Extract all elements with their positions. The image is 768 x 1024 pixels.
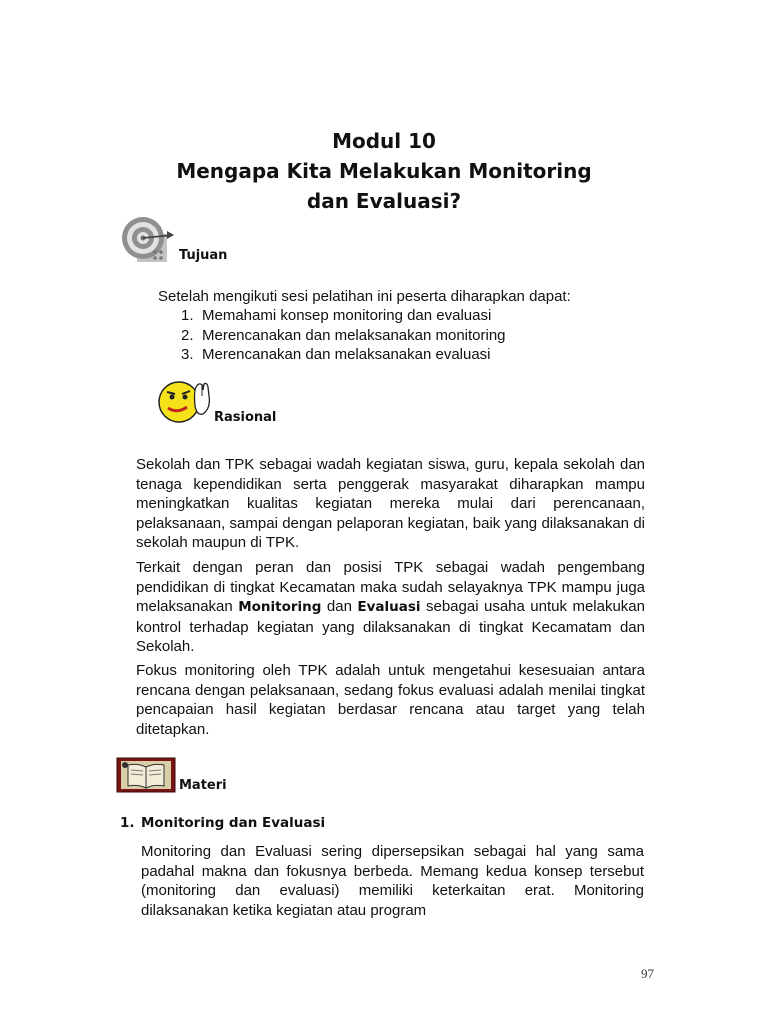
rasional-paragraph-1: Sekolah dan TPK sebagai wadah kegiatan siswa, guru, kepala sekolah dan tenaga kependidikan serta penggerak masyarakat diharapkan mampu meningkatkan kualitas kegiatan mereka mulai dari perencanaan, pelaksanaan, sampai dengan pelaporan kegiatan, baik yang dilaksanakan di sekolah maupun di TPK.	[136, 456, 645, 551]
rasional-paragraph-2: Terkait dengan peran dan posisi TPK sebagai wadah pengembang pendidikan di tingkat Kecamatan maka sudah selayaknya TPK mampu juga melaksanakan Monitoring dan Evaluasi sebagai usaha untuk melakukan kontrol terhadap kegiatan yang dilaksanakan di tingkat Kecamatam dan Sekolah.	[136, 559, 645, 655]
list-item: 3. Merencanakan dan melaksanakan evaluasi	[181, 346, 491, 363]
objectives-list	[181, 306, 506, 365]
tujuan-label: Tujuan	[179, 248, 228, 263]
section-1-heading: 1. Monitoring dan Evaluasi	[120, 815, 326, 831]
page-number: 97	[641, 966, 654, 981]
bold-monitoring: Monitoring	[238, 599, 322, 615]
title-line-3: dan Evaluasi?	[306, 189, 462, 213]
section-1-paragraph: Monitoring dan Evaluasi sering dipersepsikan sebagai hal yang sama padahal makna dan fokusnya berbeda. Memang kedua konsep tersebut (monitoring dan evaluasi) memiliki keterkaitan erat. Monitoring dilaksanakan ketika kegiatan atau program	[141, 843, 644, 919]
module-title	[0, 126, 768, 216]
rasional-label: Rasional	[214, 410, 277, 425]
tujuan-intro: Setelah mengikuti sesi pelatihan ini peserta diharapkan dapat:	[158, 288, 571, 305]
smiley-thinking-icon	[155, 378, 215, 426]
rasional-paragraph-3: Fokus monitoring oleh TPK adalah untuk mengetahui kesesuaian antara rencana dengan pelaksanaan, sedang fokus evaluasi adalah menilai tingkat pencapaian hasil kegiatan berdasar rencana atau target yang telah ditetapkan.	[136, 662, 645, 738]
materi-label: Materi	[179, 778, 227, 793]
book-icon	[116, 757, 176, 793]
title-line-2: Mengapa Kita Melakukan Monitoring	[176, 159, 592, 183]
list-item: 2. Merencanakan dan melaksanakan monitoring	[181, 326, 506, 344]
bold-evaluasi: Evaluasi	[357, 599, 421, 615]
title-line-1: Modul 10	[332, 129, 436, 153]
list-item: 1. Memahami konsep monitoring dan evaluasi	[181, 307, 492, 324]
target-icon	[115, 212, 177, 264]
